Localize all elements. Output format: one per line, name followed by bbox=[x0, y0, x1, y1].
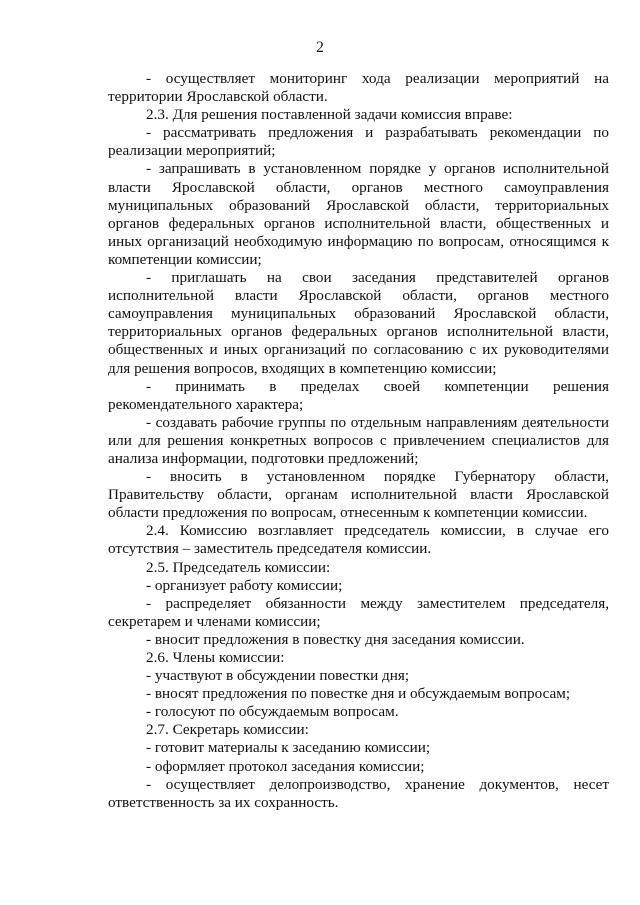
paragraph-record-keeping: - осуществляет делопроизводство, хранение документов, несет ответственность за их сохранность. bbox=[108, 775, 609, 811]
paragraph-monitoring: - осуществляет мониторинг хода реализации мероприятий на территории Ярославской области. bbox=[108, 70, 609, 106]
paragraph-request-information: - запрашивать в установленном порядке у органов исполнительной власти Ярославской области, органов местного самоуправления муниципальных образований Ярославской области, территориальных органов федеральных органов исполнительной власти, общественных и иных организаций необходимую информацию по вопросам, относящимся к компетенции комиссии; bbox=[108, 160, 609, 268]
page-number: 2 bbox=[316, 39, 324, 56]
document-body bbox=[108, 70, 609, 812]
paragraph-2-7-heading: 2.7. Секретарь комиссии: bbox=[146, 721, 309, 739]
paragraph-invite-representatives: - приглашать на свои заседания представителей органов исполнительной власти Ярославской области, органов местного самоуправления муниципальных образований Ярославской области, территориальных органов федеральных органов исполнительной власти, общественных и иных организаций по согласованию с их руководителями для решения вопросов, входящих в компетенцию комиссии; bbox=[108, 269, 609, 377]
paragraph-members-proposals: - вносят предложения по повестке дня и обсуждаемым вопросам; bbox=[146, 685, 571, 703]
paragraph-prepare-materials: - готовит материалы к заседанию комиссии; bbox=[146, 739, 431, 757]
paragraph-organizes-work: - организует работу комиссии; bbox=[146, 576, 343, 594]
paragraph-participate-discussion: - участвуют в обсуждении повестки дня; bbox=[146, 667, 410, 685]
paragraph-working-groups: - создавать рабочие группы по отдельным направлениям деятельности или для решения конкретных вопросов с привлечением специалистов для анализа информации, подготовки предложений; bbox=[108, 413, 609, 467]
paragraph-agenda-proposals: - вносит предложения в повестку дня заседания комиссии. bbox=[146, 630, 525, 648]
paragraph-distributes-duties: - распределяет обязанности между заместителем председателя, секретарем и членами комиссии; bbox=[108, 594, 609, 630]
paragraph-submit-proposals: - вносить в установленном порядке Губернатору области, Правительству области, органам исполнительной власти Ярославской области предложения по вопросам, отнесенным к компетенции комиссии. bbox=[108, 468, 609, 522]
paragraph-2-6-heading: 2.6. Члены комиссии: bbox=[146, 649, 285, 666]
paragraph-advisory-decisions: - принимать в пределах своей компетенции решения рекомендательного характера; bbox=[108, 377, 609, 413]
paragraph-2-4-chair: 2.4. Комиссию возглавляет председатель комиссии, в случае его отсутствия – заместитель председателя комиссии. bbox=[108, 522, 609, 558]
paragraph-review-proposals: - рассматривать предложения и разрабатывать рекомендации по реализации мероприятий; bbox=[108, 124, 609, 160]
paragraph-vote: - голосуют по обсуждаемым вопросам. bbox=[146, 703, 399, 721]
paragraph-2-3-heading: 2.3. Для решения поставленной задачи комиссия вправе: bbox=[146, 106, 513, 124]
paragraph-2-5-heading: 2.5. Председатель комиссии: bbox=[146, 558, 331, 576]
paragraph-protocol: - оформляет протокол заседания комиссии; bbox=[146, 757, 425, 775]
